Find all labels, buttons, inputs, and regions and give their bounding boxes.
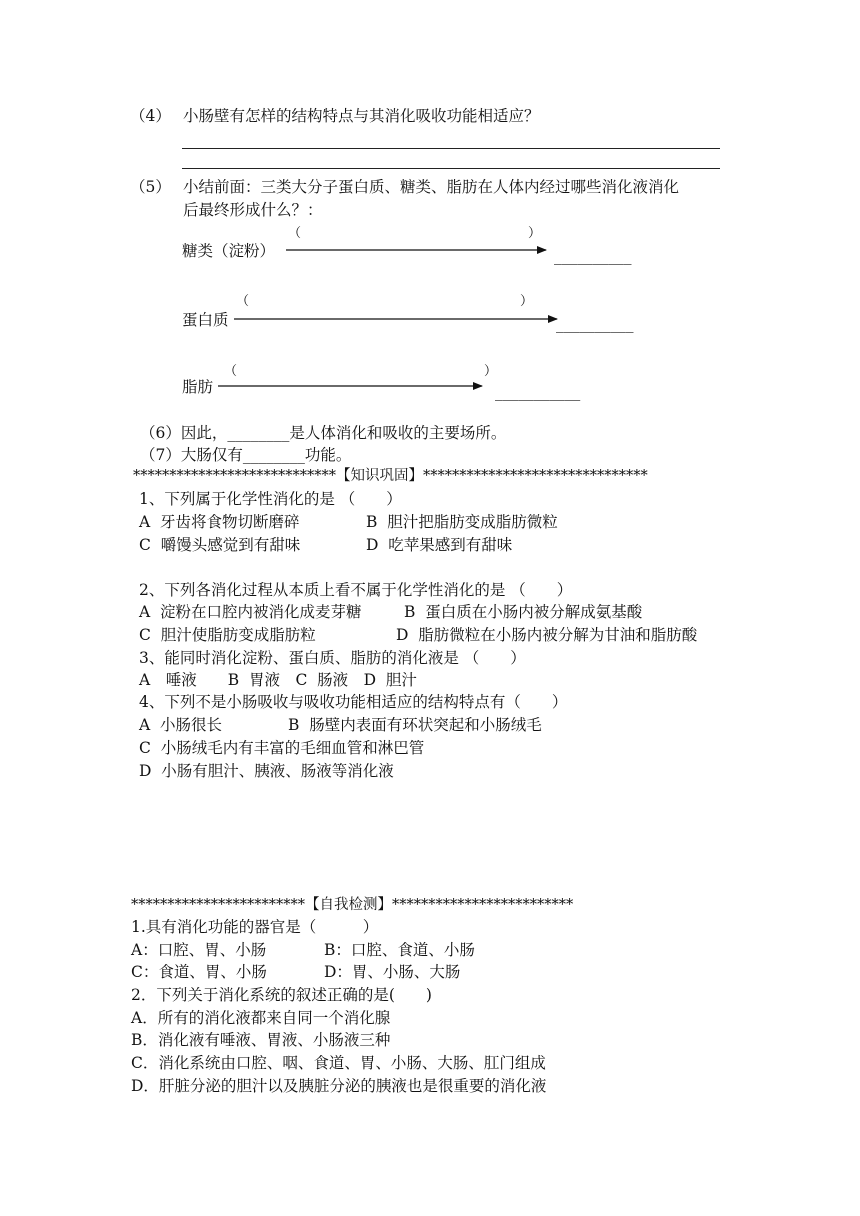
s-q1-option-d: D：胃、小肠、大肠	[324, 963, 461, 981]
protein-product-blank: __________	[556, 315, 634, 333]
q7-text: （7）大肠仅有________功能。	[140, 446, 352, 464]
c-q3-options: A 唾液 B 胃液 C 肠液 D 胆汁	[139, 671, 417, 689]
c-q4-option-b: B 肠壁内表面有环状突起和小肠绒毛	[288, 716, 542, 734]
c-q4-stem: 4、下列不是小肠吸收与吸收功能相适应的结构特点有（ ）	[139, 693, 568, 711]
fat-open-paren: （	[224, 364, 238, 379]
fat-product-blank: ___________	[495, 383, 581, 401]
c-q1-option-a: A 牙齿将食物切断磨碎	[139, 513, 300, 531]
c-q1-stem: 1、下列属于化学性消化的是 （ ）	[139, 490, 402, 508]
q4-question: 小肠壁有怎样的结构特点与其消化吸收功能相适应？	[183, 107, 540, 125]
s-q1-option-b: B：口腔、食道、小肠	[324, 941, 475, 959]
c-q2-stem: 2、下列各消化过程从本质上看不属于化学性消化的是 （ ）	[139, 581, 573, 599]
self-test-header: ************************【自我检测】*************************	[131, 897, 574, 913]
c-q2-option-c: C 胆汁使脂肪变成脂肪粒	[139, 626, 316, 644]
s-q1-option-c: C：食道、胃、小肠	[131, 963, 267, 981]
c-q1-option-c: C 嚼馒头感觉到有甜味	[139, 536, 301, 554]
s-q1-stem: 1.具有消化功能的器官是（ ）	[131, 918, 379, 936]
q5-text-line1: 小结前面：三类大分子蛋白质、糖类、脂肪在人体内经过哪些消化液消化	[183, 178, 680, 196]
protein-open-paren: （	[236, 294, 250, 309]
q4-number: （4）	[130, 107, 171, 125]
q5-number: （5）	[130, 178, 171, 196]
s-q2-option-b: B．消化液有唾液、胃液、小肠液三种	[131, 1031, 391, 1049]
fat-label: 脂肪	[182, 378, 214, 396]
c-q4-option-a: A 小肠很长	[139, 716, 223, 734]
s-q2-stem: 2．下列关于消化系统的叙述正确的是( )	[131, 986, 432, 1004]
protein-close-paren: ）	[520, 294, 534, 309]
s-q2-option-a: A．所有的消化液都来自同一个消化腺	[131, 1009, 391, 1027]
s-q2-option-c: C．消化系统由口腔、咽、食道、胃、小肠、大肠、肛门组成	[131, 1054, 546, 1072]
carbohydrate-close-paren: ）	[528, 226, 542, 241]
carbohydrate-product-blank: __________	[554, 247, 632, 265]
q6-text: （6）因此，________是人体消化和吸收的主要场所。	[140, 424, 507, 442]
q5-text-line2: 后最终形成什么？：	[183, 201, 323, 219]
c-q1-option-b: B 胆汁把脂肪变成脂肪微粒	[366, 513, 558, 531]
c-q3-stem: 3、能同时消化淀粉、蛋白质、脂肪的消化液是 （ ）	[139, 649, 526, 667]
c-q1-option-d: D 吃苹果感到有甜味	[366, 536, 513, 554]
c-q2-option-b: B 蛋白质在小肠内被分解成氨基酸	[404, 603, 643, 621]
s-q2-option-d: D．肝脏分泌的胆汁以及胰脏分泌的胰液也是很重要的消化液	[131, 1077, 547, 1095]
c-q2-option-d: D 脂肪微粒在小肠内被分解为甘油和脂肪酸	[396, 626, 698, 644]
protein-label: 蛋白质	[182, 311, 229, 329]
s-q1-option-a: A：口腔、胃、小肠	[131, 941, 267, 959]
c-q4-option-d: D 小肠有胆汁、胰液、肠液等消化液	[139, 762, 394, 780]
carbohydrate-open-paren: （	[288, 226, 302, 241]
c-q2-option-a: A 淀粉在口腔内被消化成麦芽糖	[139, 603, 362, 621]
consolidation-header: ****************************【知识巩固】*******************************	[133, 468, 648, 484]
fat-close-paren: ）	[484, 364, 498, 379]
c-q4-option-c: C 小肠绒毛内有丰富的毛细血管和淋巴管	[139, 739, 425, 757]
carbohydrate-label: 糖类（淀粉）	[182, 242, 276, 260]
